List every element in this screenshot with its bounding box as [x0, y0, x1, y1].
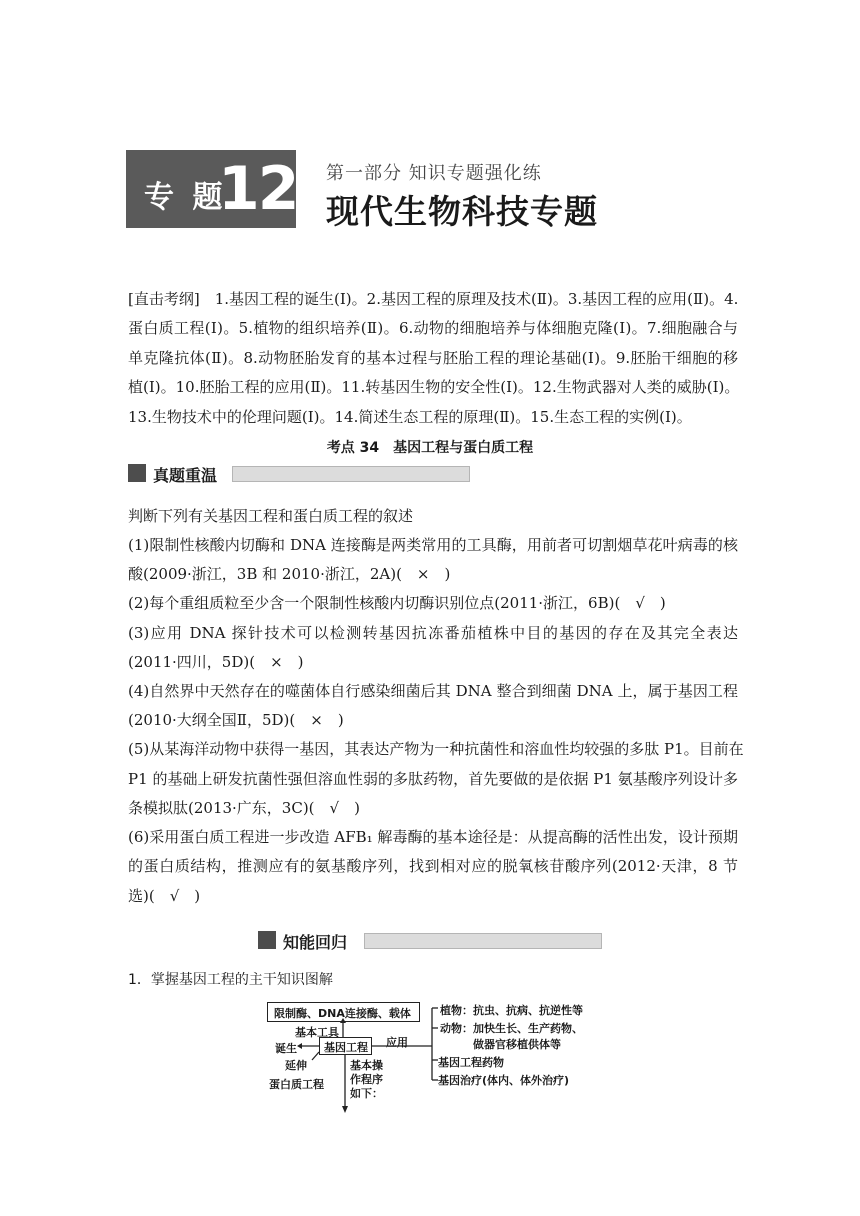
application-item: 基因工程药物 [438, 1056, 504, 1069]
section-marker-icon [128, 464, 146, 482]
list-item: 条模拟肽(2013·广东，3C)( √ ) [128, 799, 360, 817]
basic-ops-label: 作程序 [350, 1073, 383, 1086]
section-divider [232, 466, 470, 482]
outline-line: 蛋白质工程(Ⅰ)。5.植物的组织培养(Ⅱ)。6.动物的细胞培养与体细胞克隆(Ⅰ)。7.细胞融合与 [128, 319, 738, 337]
tools-box [267, 1002, 420, 1022]
main-title: 现代生物科技专题 [326, 192, 598, 231]
application-item: 动物：加快生长、生产药物、 [440, 1022, 583, 1035]
badge-number: 12 [218, 154, 298, 224]
outline-line: 13.生物技术中的伦理问题(Ⅰ)。14.简述生态工程的原理(Ⅱ)。15.生态工程的实例(Ⅰ)。 [128, 408, 692, 426]
section-divider [364, 933, 602, 949]
list-item: P1 的基础上研发抗菌性强但溶血性弱的多肽药物，首先要做的是依据 P1 氨基酸序列设计多 [128, 770, 738, 788]
section-title-review: 真题重温 [153, 466, 218, 485]
list-item: 的蛋白质结构，推测应有的氨基酸序列，找到相对应的脱氧核苷酸序列(2012·天津，8 节 [128, 857, 738, 875]
application-item: 基因治疗(体内、体外治疗) [438, 1074, 570, 1087]
item-title: 1．掌握基因工程的主干知识图解 [128, 972, 333, 988]
center-label: 基因工程 [324, 1041, 368, 1054]
genetic-engineering-diagram [262, 998, 607, 1116]
extension-label: 延伸 [285, 1059, 307, 1072]
basic-ops-label: 如下： [350, 1087, 383, 1100]
basic-tools-label: 基本工具 [295, 1026, 339, 1039]
section-title-knowledge: 知能回归 [283, 933, 348, 952]
list-item: 酸(2009·浙江，3B 和 2010·浙江，2A)( × ) [128, 565, 451, 583]
list-item: (2010·大纲全国Ⅱ，5D)( × ) [128, 711, 344, 729]
topic-heading: 考点 34 基因工程与蛋白质工程 [326, 440, 534, 456]
basic-ops-label: 基本操 [350, 1059, 383, 1072]
list-item: (3)应用 DNA 探针技术可以检测转基因抗冻番茄植株中目的基因的存在及其完全表达 [128, 624, 738, 642]
list-item: 选)( √ ) [128, 887, 201, 905]
birth-label: 诞生 [275, 1042, 297, 1055]
section-intro: 判断下列有关基因工程和蛋白质工程的叙述 [128, 507, 414, 525]
list-item: (6)采用蛋白质工程进一步改造 AFB₁ 解毒酶的基本途径是：从提高酶的活性出发，设计预期 [128, 828, 738, 846]
tools-label: 限制酶、DNA连接酶、载体 [274, 1007, 411, 1020]
application-item: 做器官移植供体等 [440, 1038, 561, 1051]
protein-engineering-label: 蛋白质工程 [269, 1078, 324, 1091]
application-item: 植物：抗虫、抗病、抗逆性等 [440, 1004, 583, 1017]
outline-line: 植(Ⅰ)。10.胚胎工程的应用(Ⅱ)。11.转基因生物的安全性(Ⅰ)。12.生物武器对人类的威胁(Ⅰ)。 [128, 378, 740, 396]
part-title: 第一部分 知识专题强化练 [326, 163, 542, 184]
list-item: (4)自然界中天然存在的噬菌体自行感染细菌后其 DNA 整合到细菌 DNA 上，属于基因工程 [128, 682, 738, 700]
badge-label: 专 题 [144, 180, 227, 215]
list-item: (5)从某海洋动物中获得一基因，其表达产物为一种抗菌性和溶血性均较强的多肽 P1。目前在 [128, 740, 744, 758]
center-box [319, 1037, 372, 1055]
application-label: 应用 [386, 1036, 408, 1049]
list-item: (2011·四川，5D)( × ) [128, 653, 304, 671]
list-item: (1)限制性核酸内切酶和 DNA 连接酶是两类常用的工具酶，用前者可切割烟草花叶病毒的核 [128, 536, 738, 554]
list-item: (2)每个重组质粒至少含一个限制性核酸内切酶识别位点(2011·浙江，6B)( √ ) [128, 594, 666, 612]
outline-line: 单克隆抗体(Ⅱ)。8.动物胚胎发育的基本过程与胚胎工程的理论基础(Ⅰ)。9.胚胎干细胞的移 [128, 349, 738, 367]
outline-line: [直击考纲] 1.基因工程的诞生(Ⅰ)。2.基因工程的原理及技术(Ⅱ)。3.基因工程的应用(Ⅱ)。4. [128, 290, 739, 308]
section-marker-icon [258, 931, 276, 949]
topic-badge [126, 150, 296, 228]
